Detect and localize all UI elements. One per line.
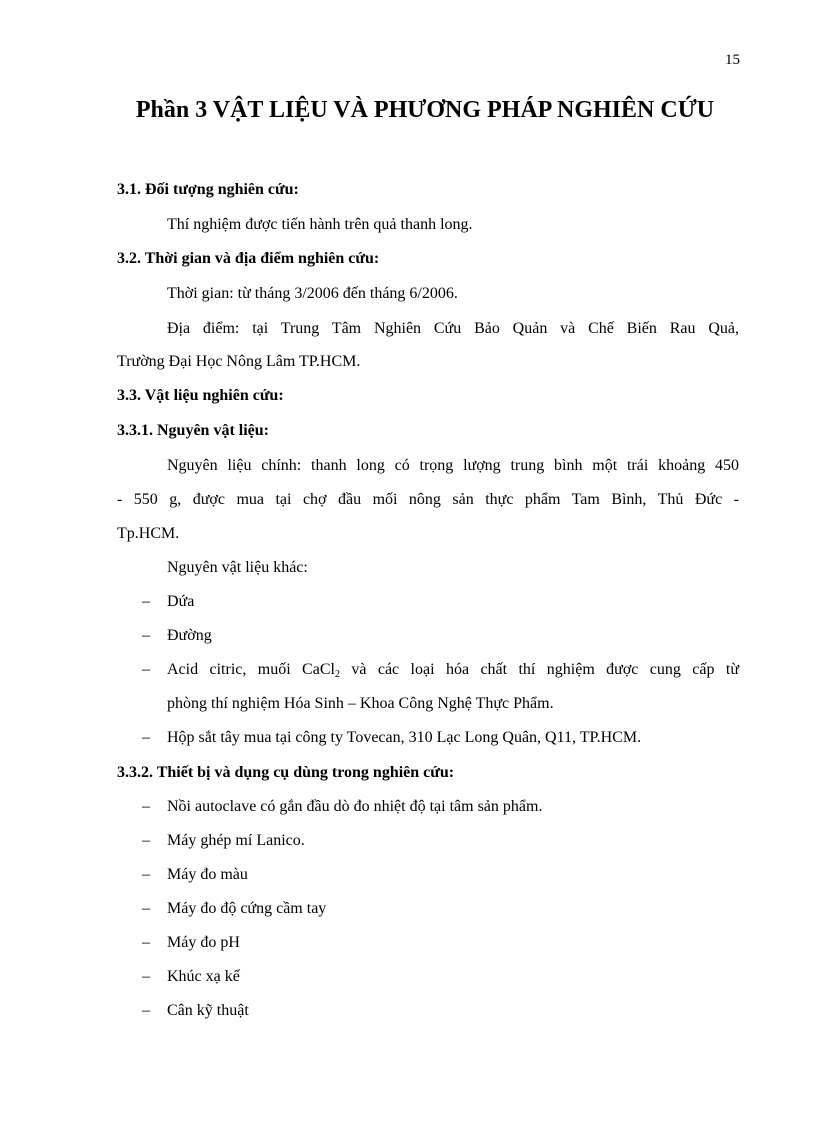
list-item-text: Hộp sắt tây mua tại công ty Tovecan, 310 Lạc Long Quân, Q11, TP.HCM. xyxy=(167,729,642,746)
list-item-text: phòng thí nghiệm Hóa Sinh – Khoa Công Nghệ Thực Phẩm. xyxy=(167,695,554,712)
list-item-text: Máy đo pH xyxy=(167,934,240,951)
section-heading-3-3-1: 3.3.1. Nguyên vật liệu: xyxy=(117,422,269,439)
list-item-text xyxy=(167,661,739,679)
section-heading-3-3: 3.3. Vật liệu nghiên cứu: xyxy=(117,387,284,404)
list-item-text: Máy đo độ cứng cầm tay xyxy=(167,900,327,917)
dash-bullet: – xyxy=(142,900,150,917)
section-heading-3-2: 3.2. Thời gian và địa điểm nghiên cứu: xyxy=(117,250,380,267)
list-item-text: Dứa xyxy=(167,593,195,610)
list-item-text: Máy đo màu xyxy=(167,866,248,883)
dash-bullet: – xyxy=(142,934,150,951)
item-text-part: Acid citric, muối CaCl xyxy=(167,661,335,678)
item-text-part: và các loại hóa chất thí nghiệm được cung cấp từ xyxy=(339,661,740,678)
dash-bullet: – xyxy=(142,798,150,815)
list-item-text: Nồi autoclave có gắn đầu dò đo nhiệt độ tại tâm sản phẩm. xyxy=(167,798,543,815)
dash-bullet: – xyxy=(142,729,150,746)
dash-bullet: – xyxy=(142,661,150,678)
paragraph-other-materials: Nguyên vật liệu khác: xyxy=(167,559,308,576)
list-item-text: Khúc xạ kế xyxy=(167,968,240,985)
list-item-text: Máy ghép mí Lanico. xyxy=(167,832,305,849)
dash-bullet: – xyxy=(142,832,150,849)
dash-bullet: – xyxy=(142,866,150,883)
paragraph-place-line2: Trường Đại Học Nông Lâm TP.HCM. xyxy=(117,353,361,370)
paragraph-place-line1: Địa điểm: tại Trung Tâm Nghiên Cứu Bảo Quản và Chế Biến Rau Quả, xyxy=(167,320,739,337)
subscript: 2 xyxy=(334,669,340,680)
dash-bullet: – xyxy=(142,593,150,610)
dash-bullet: – xyxy=(142,968,150,985)
paragraph-time: Thời gian: từ tháng 3/2006 đến tháng 6/2006. xyxy=(167,285,458,302)
paragraph-main-material-line1: Nguyên liệu chính: thanh long có trọng lượng trung bình một trái khoảng 450 xyxy=(167,457,739,474)
list-item-text: Cân kỹ thuật xyxy=(167,1002,249,1019)
paragraph-main-material-line2: - 550 g, được mua tại chợ đầu mối nông sản thực phẩm Tam Bình, Thủ Đức - xyxy=(117,491,739,508)
dash-bullet: – xyxy=(142,1002,150,1019)
page-number: 15 xyxy=(725,52,740,68)
page-title: Phần 3 VẬT LIỆU VÀ PHƯƠNG PHÁP NGHIÊN CỨU xyxy=(135,97,715,123)
paragraph-main-material-line3: Tp.HCM. xyxy=(117,525,180,542)
paragraph-object: Thí nghiệm được tiến hành trên quả thanh long. xyxy=(167,216,473,233)
section-heading-3-3-2: 3.3.2. Thiết bị và dụng cụ dùng trong nghiên cứu: xyxy=(117,764,455,781)
dash-bullet: – xyxy=(142,627,150,644)
list-item-text: Đường xyxy=(167,627,212,644)
section-heading-3-1: 3.1. Đối tượng nghiên cứu: xyxy=(117,181,299,198)
